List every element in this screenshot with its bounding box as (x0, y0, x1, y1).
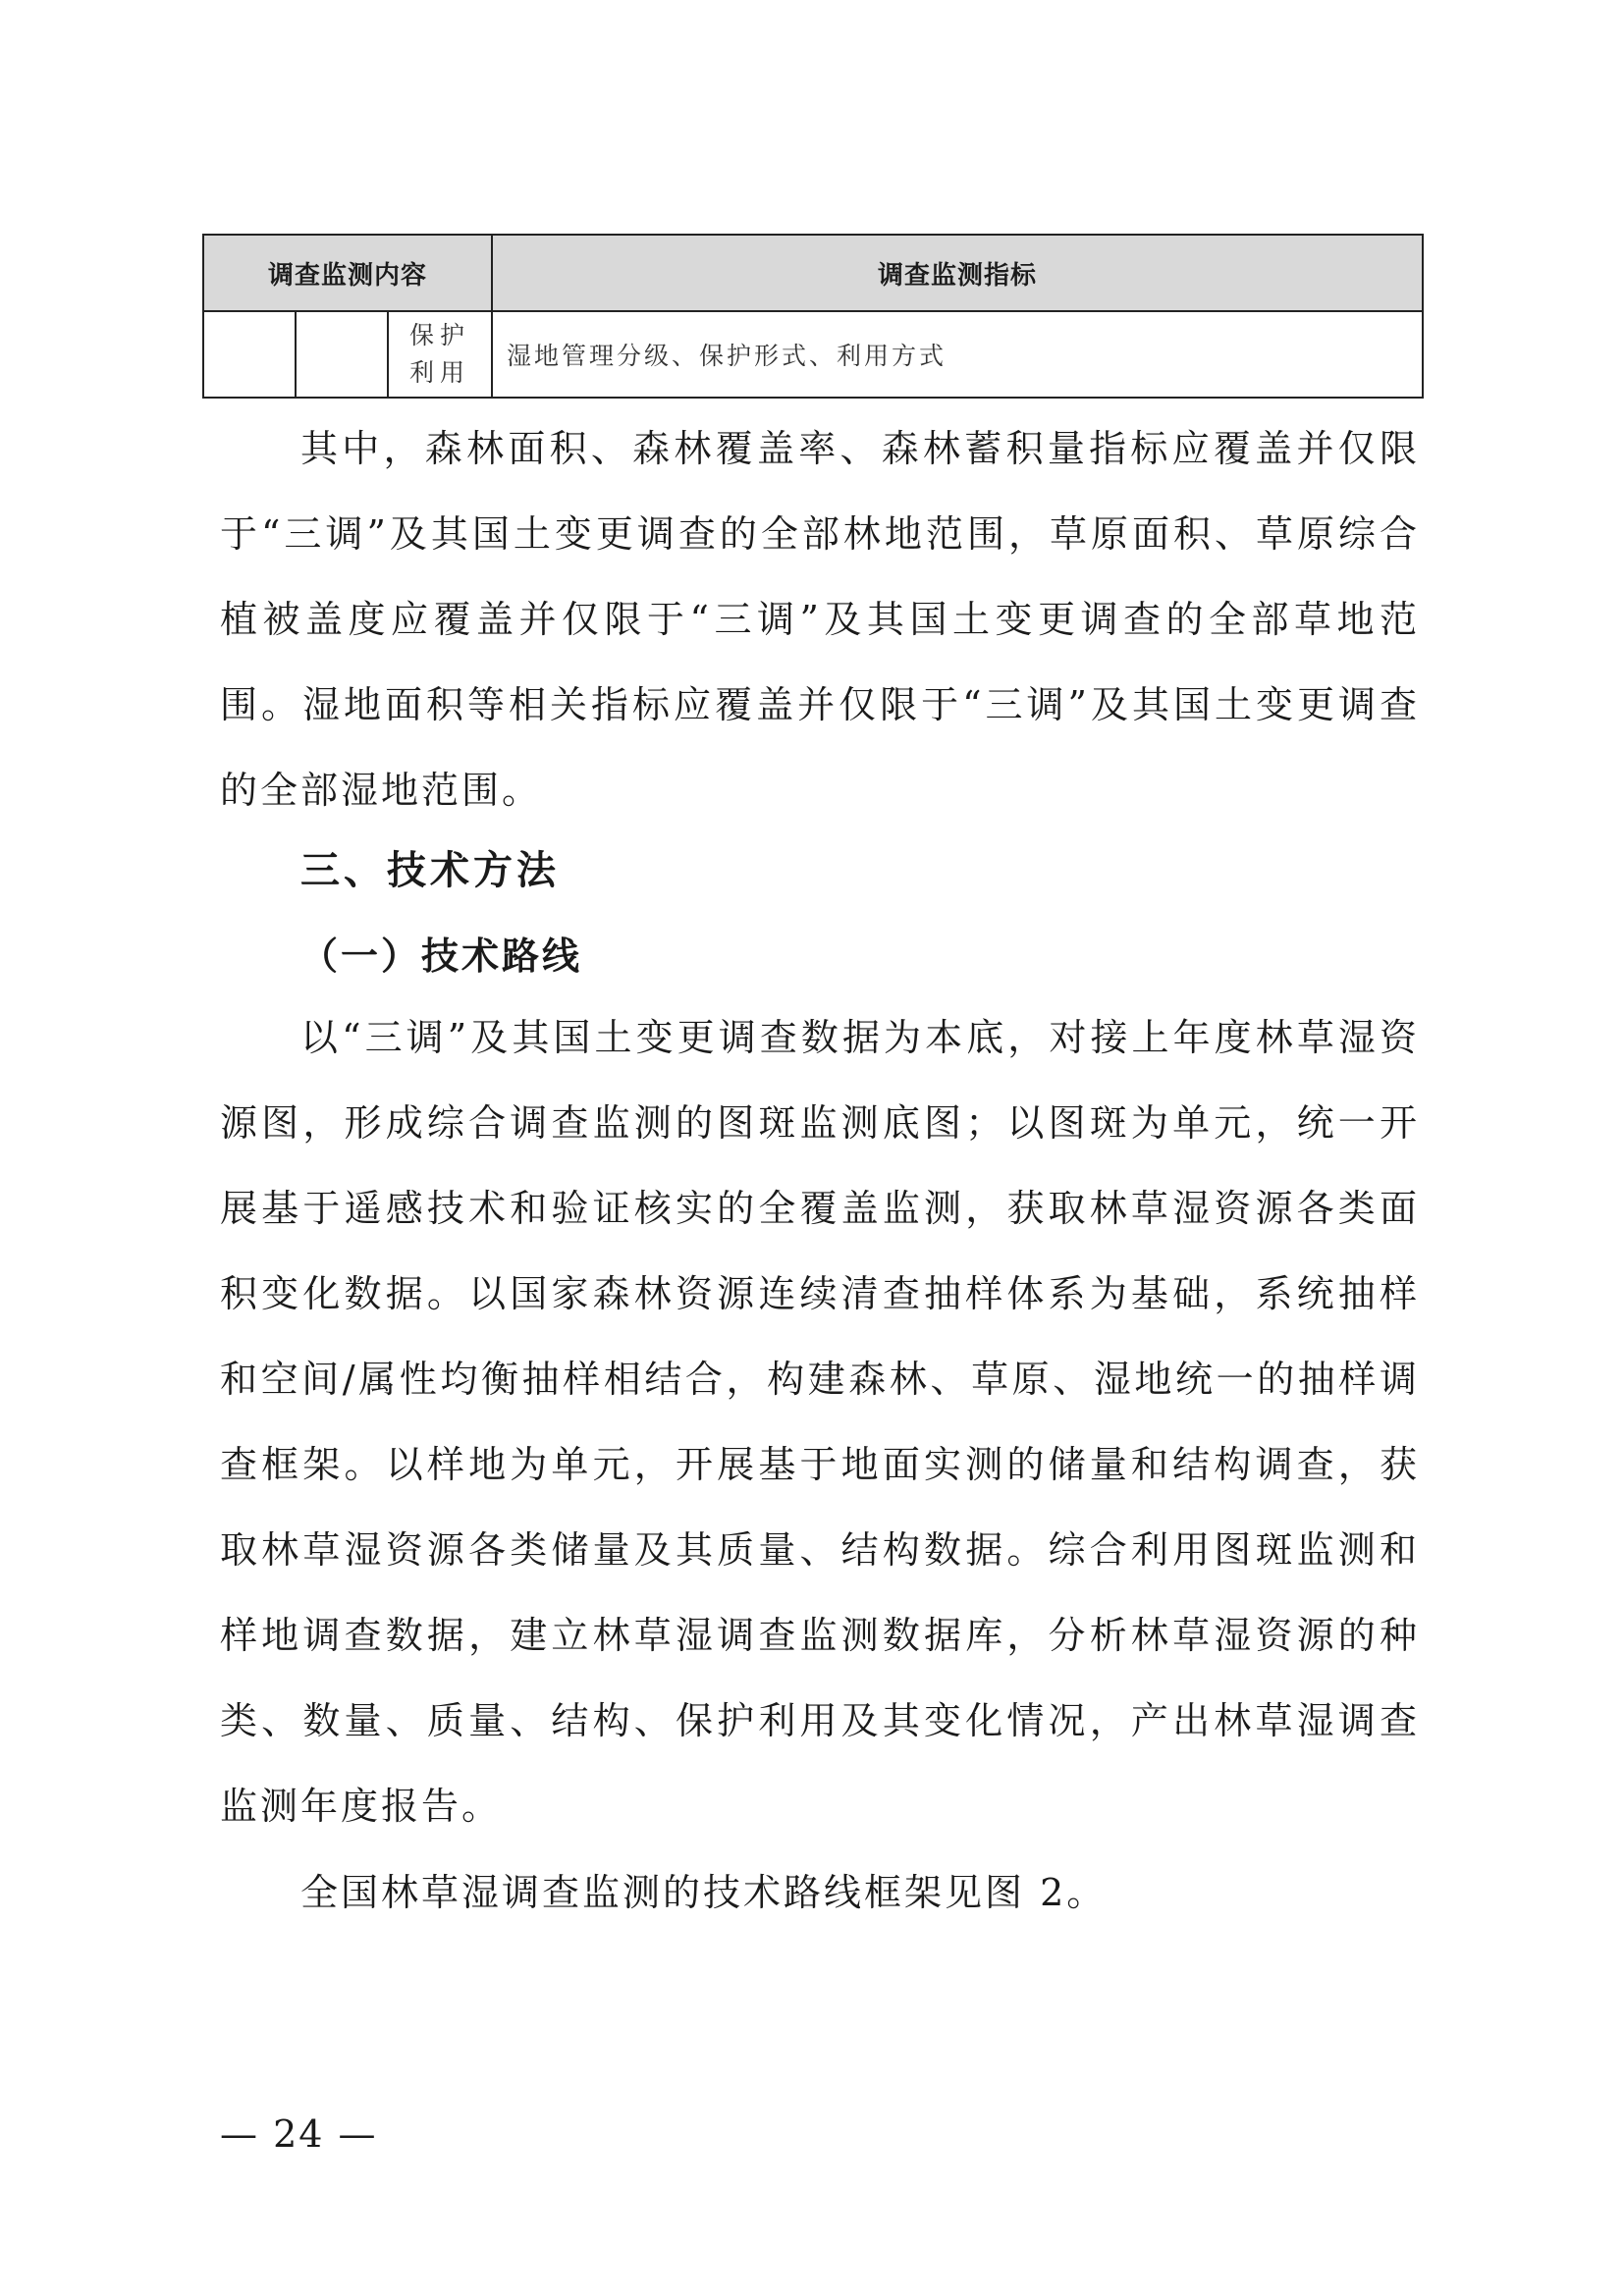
cell-category (203, 311, 296, 398)
paragraph-figure-ref: 全国林草湿调查监测的技术路线框架见图 2。 (300, 1871, 1108, 1914)
paragraph-scope: 其中，森林面积、森林覆盖率、森林蓄积量指标应覆盖并仅限于“三调”及其国土变更调查的全部林地范围，草原面积、草原综合植被盖度应覆盖并仅限于“三调”及其国土变更调查的全部草地范围。湿地面积等相关指标应覆盖并仅限于“三调”及其国土变更调查的全部湿地范围。 (220, 427, 1420, 812)
subsection-heading: （一）技术路线 (300, 934, 583, 978)
table-header-row (203, 235, 1423, 311)
section-heading: 三、技术方法 (300, 848, 560, 893)
cell-subcategory (296, 311, 388, 398)
page-number: — 24 — (220, 2112, 378, 2156)
cell-indicator: 湿地管理分级、保护形式、利用方式 (492, 311, 1423, 398)
header-indicator: 调查监测指标 (492, 235, 1423, 311)
indicator-table (202, 234, 1424, 399)
cell-item-line1: 保护 (408, 321, 470, 349)
paragraph-technical-route: 以“三调”及其国土变更调查数据为本底，对接上年度林草湿资源图，形成综合调查监测的图斑监测底图；以图斑为单元，统一开展基于遥感技术和验证核实的全覆盖监测，获取林草湿资源各类面积变化数据。以国家森林资源连续清查抽样体系为基础，系统抽样和空间/属性均衡抽样相结合，构建森林、草原、湿地统一的抽样调查框架。以样地为单元，开展基于地面实测的储量和结构调查，获取林草湿资源各类储量及其质量、结构数据。综合利用图斑监测和样地调查数据，建立林草湿调查监测数据库，分析林草湿资源的种类、数量、质量、结构、保护利用及其变化情况，产出林草湿调查监测年度报告。 (220, 1016, 1420, 1828)
header-content: 调查监测内容 (203, 235, 492, 311)
cell-item (388, 311, 492, 398)
table-row (203, 311, 1423, 398)
cell-item-line2: 利用 (408, 358, 470, 387)
